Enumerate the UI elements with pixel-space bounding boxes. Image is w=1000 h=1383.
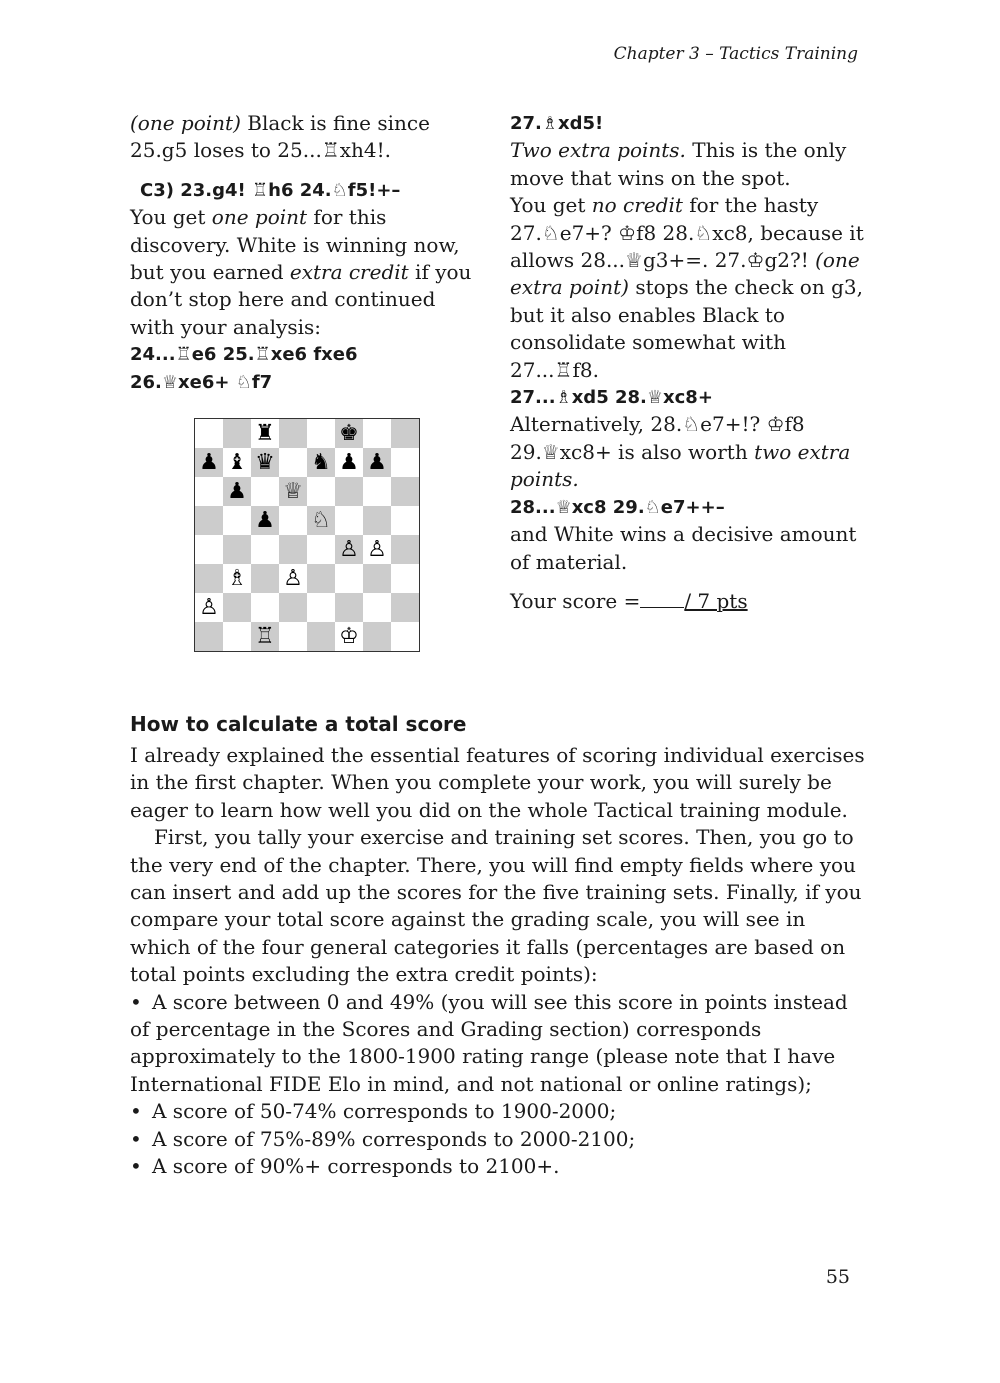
- move-c3: C3) 23.g4! ♖h6 24.♘f5!+–: [140, 179, 401, 201]
- board-square: ♙: [279, 564, 307, 593]
- bullet-text: A score of 50-74% corresponds to 1900-2000;: [152, 1099, 617, 1124]
- board-square: [195, 477, 224, 506]
- board-square: [363, 477, 391, 506]
- board-square: [195, 622, 224, 652]
- board-square: ♔: [335, 622, 363, 652]
- board-square: [195, 419, 224, 449]
- right-column: [510, 110, 870, 615]
- board-square: [335, 593, 363, 622]
- board-square: [335, 564, 363, 593]
- board-square: [307, 477, 335, 506]
- board-square: ♞: [307, 448, 335, 477]
- page-number: 55: [825, 1266, 850, 1288]
- board-square: [251, 593, 279, 622]
- board-square: ♕: [279, 477, 307, 506]
- right-para-1-text: This is the only move that wins on the spot.: [510, 138, 847, 190]
- board-square: [223, 535, 251, 564]
- left-para-2-c: if you don’t stop here and continued with your analysis:: [130, 260, 472, 339]
- board-square: [307, 564, 335, 593]
- board-square: [391, 477, 420, 506]
- left-para-1-emphasis: (one point): [130, 111, 241, 135]
- right-para-4: and White wins a decisive amount of material.: [510, 522, 857, 574]
- bullet-text: A score between 0 and 49% (you will see this score in points instead of percentage in the Scores and Grading section) corresponds approximately to the 1800-1900 rating range (please note that I have International FIDE Elo in mind, and not national or online ratings);: [130, 989, 848, 1096]
- board-square: [279, 535, 307, 564]
- move-27-black: 27...♗xd5 28.♕xc8+: [510, 387, 713, 409]
- board-square: [307, 593, 335, 622]
- move-line-3: 26.♕xe6+ ♘f7: [130, 371, 273, 393]
- board-rank: [195, 506, 420, 535]
- board-rank: [195, 535, 420, 564]
- right-para-2-em2: (one extra point): [510, 248, 860, 300]
- board-square: [363, 593, 391, 622]
- board-square: [279, 448, 307, 477]
- right-para-2: [510, 192, 870, 384]
- board-square: [307, 535, 335, 564]
- move-27: 27.♗xd5!: [510, 113, 604, 134]
- board-rank: [195, 593, 420, 622]
- bullet-dot: •: [130, 989, 142, 1014]
- board-square: ♛: [251, 448, 279, 477]
- board-square: [391, 448, 420, 477]
- bullet-text: A score of 90%+ corresponds to 2100+.: [152, 1154, 560, 1179]
- section-para-1: I already explained the essential features of scoring individual exercises in the first chapter. When you complete your work, you will surely be eager to learn how well you did on the whole Tactical training module.: [130, 743, 865, 822]
- board-square: [251, 535, 279, 564]
- move-28: 28...♕xc8 29.♘e7++–: [510, 496, 725, 518]
- board-square: [279, 622, 307, 652]
- chess-board-diagram: [194, 418, 475, 652]
- board-square: ♙: [335, 535, 363, 564]
- bullet-dot: •: [130, 1099, 142, 1124]
- score-line: [510, 588, 870, 615]
- bullet-dot: •: [130, 1126, 142, 1151]
- right-para-2-em1: no credit: [591, 193, 683, 218]
- section-para-2: First, you tally your exercise and training set scores. Then, you go to the very end of the chapter. There, you will find empty fields where you can insert and add up the scores for the five training sets. Finally, if you compare your total score against the grading scale, you will see in which of the four general categories it falls (percentages are based on total points excluding the extra credit points):: [130, 825, 862, 987]
- move-line-2: 24...♖e6 25.♖xe6 fxe6: [130, 344, 358, 366]
- chess-board: [194, 418, 420, 652]
- score-blank[interactable]: [640, 606, 684, 608]
- left-column: [130, 110, 475, 652]
- board-rank: [195, 477, 420, 506]
- bullet-item: [130, 1153, 865, 1180]
- left-para-2: [130, 204, 475, 341]
- board-square: ♖: [251, 622, 279, 652]
- left-para-2-a: You get: [130, 205, 212, 230]
- board-square: [363, 564, 391, 593]
- board-square: ♚: [335, 419, 363, 449]
- board-square: ♘: [307, 506, 335, 535]
- board-rank: [195, 622, 420, 652]
- right-para-2-b: for the hasty 27.♘e7+? ♔f8 28.♘xc8, because it allows 28...♕g3+=. 27.♔g2?!: [510, 193, 864, 273]
- board-square: [391, 622, 420, 652]
- bullet-item: [130, 1126, 865, 1153]
- board-square: [363, 419, 391, 449]
- section-title: How to calculate a total score: [130, 712, 467, 736]
- right-para-2-c: stops the check on g3, but it also enables Black to consolidate somewhat with 27...♖f8.: [510, 275, 863, 382]
- board-square: [223, 419, 251, 449]
- board-square: [391, 593, 420, 622]
- right-para-1-em: Two extra points.: [510, 138, 686, 163]
- left-para-1-text: Black is fine since 25.g5 loses to 25...♖xh4!.: [130, 111, 430, 163]
- left-para-2-em2: extra credit: [289, 260, 409, 285]
- right-para-1: [510, 137, 870, 192]
- board-square: [251, 564, 279, 593]
- board-square: ♟: [363, 448, 391, 477]
- board-square: [391, 506, 420, 535]
- board-square: [307, 419, 335, 449]
- board-rank: [195, 564, 420, 593]
- board-square: ♙: [195, 593, 224, 622]
- bullet-item: [130, 989, 865, 1099]
- score-bullet-list: [130, 989, 865, 1181]
- board-square: [195, 535, 224, 564]
- score-label: Your score =: [510, 588, 641, 613]
- left-para-1: [130, 110, 475, 165]
- board-square: [335, 506, 363, 535]
- board-square: ♙: [363, 535, 391, 564]
- board-square: [195, 506, 224, 535]
- right-para-3-a: Alternatively, 28.♘e7+!? ♔f8 29.♕xc8+ is also worth: [510, 412, 805, 464]
- board-square: ♟: [223, 477, 251, 506]
- board-square: ♝: [223, 448, 251, 477]
- board-rank: [195, 419, 420, 449]
- board-square: ♟: [335, 448, 363, 477]
- right-para-3-em: two extra points.: [510, 439, 851, 492]
- board-square: [279, 419, 307, 449]
- bullet-dot: •: [130, 1154, 142, 1179]
- bullet-text: A score of 75%-89% corresponds to 2000-2100;: [152, 1126, 636, 1151]
- right-para-2-a: You get: [510, 193, 592, 218]
- board-rank: [195, 448, 420, 477]
- score-total: / 7 pts: [684, 588, 748, 613]
- left-para-2-b: for this discovery. White is winning now, but you earned: [130, 205, 460, 285]
- bullet-item: [130, 1098, 865, 1125]
- board-square: ♟: [251, 506, 279, 535]
- board-square: [391, 564, 420, 593]
- board-square: [223, 506, 251, 535]
- board-square: [195, 564, 224, 593]
- board-square: [223, 593, 251, 622]
- right-para-3: [510, 411, 870, 493]
- board-square: [363, 622, 391, 652]
- board-square: [307, 622, 335, 652]
- board-square: [251, 477, 279, 506]
- board-square: [223, 622, 251, 652]
- left-para-2-em1: one point: [211, 205, 308, 230]
- board-square: [391, 419, 420, 449]
- board-square: [391, 535, 420, 564]
- board-square: ♗: [223, 564, 251, 593]
- board-square: ♟: [195, 448, 224, 477]
- section-body: [130, 742, 865, 1181]
- running-head: Chapter 3 – Tactics Training: [613, 44, 858, 64]
- board-square: [363, 506, 391, 535]
- board-square: [279, 593, 307, 622]
- board-square: ♜: [251, 419, 279, 449]
- board-square: [335, 477, 363, 506]
- board-square: [279, 506, 307, 535]
